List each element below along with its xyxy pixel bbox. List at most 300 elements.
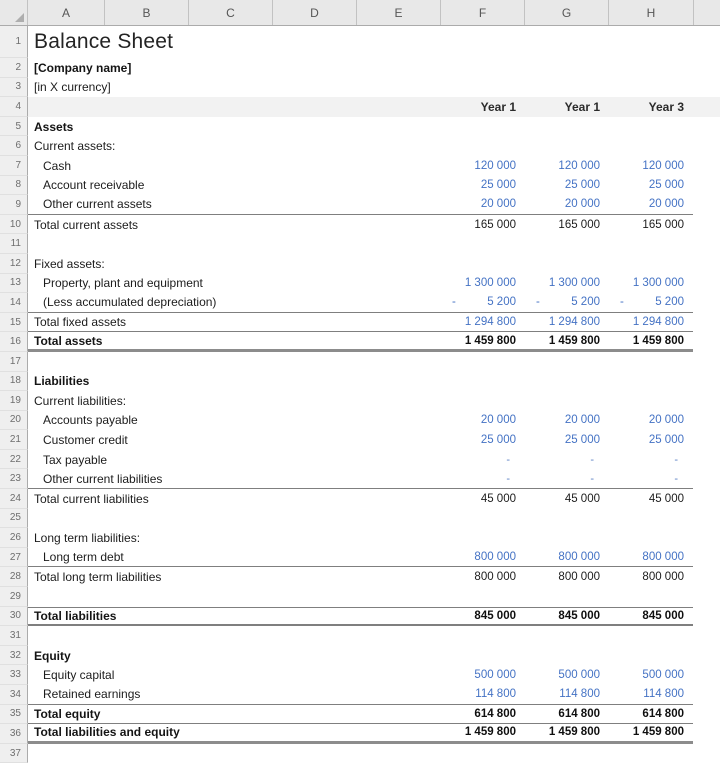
cell-label-A18[interactable]: Liabilities — [34, 374, 90, 389]
row-number-30[interactable]: 30 — [0, 607, 28, 627]
row-content — [28, 744, 693, 763]
sheet-row-24 — [0, 489, 720, 509]
sheet-row-6 — [0, 136, 720, 156]
cell-F4[interactable]: Year 1 — [480, 99, 516, 114]
cell-F8[interactable]: 25 000 — [480, 179, 516, 192]
sheet-row-34 — [0, 685, 720, 705]
cell-F12[interactable] — [441, 254, 525, 274]
cell-H23[interactable]: - — [674, 472, 678, 485]
row-number-9[interactable]: 9 — [0, 195, 28, 215]
cell-label-A4[interactable] — [28, 97, 441, 117]
cell-F16[interactable]: 1 459 800 — [464, 334, 516, 347]
cell-H37[interactable] — [609, 744, 693, 763]
row-filler — [693, 411, 720, 431]
cell-G20[interactable]: 20 000 — [564, 414, 600, 427]
row-filler — [693, 215, 720, 235]
sheet-row-33 — [0, 665, 720, 685]
row-content — [28, 97, 693, 117]
sheet-row-28 — [0, 567, 720, 587]
cell-F33[interactable]: 500 000 — [474, 669, 516, 682]
sheet-row-20 — [0, 411, 720, 431]
row-filler — [693, 665, 720, 685]
row-filler — [693, 352, 720, 372]
row-filler — [693, 548, 720, 568]
row-content — [28, 391, 693, 411]
sheet-row-14 — [0, 293, 720, 313]
cell-label-A27[interactable]: Long term debt — [43, 550, 124, 565]
sheet-row-36 — [0, 724, 720, 744]
row-number-20[interactable]: 20 — [0, 411, 28, 431]
cell-F9[interactable]: 20 000 — [480, 198, 516, 211]
column-header-D[interactable]: D — [273, 0, 357, 25]
cell-H36[interactable]: 1 459 800 — [632, 726, 684, 739]
cell-label-A22[interactable]: Tax payable — [43, 452, 108, 467]
cell-label-A31[interactable] — [28, 626, 441, 646]
cell-H30[interactable]: 845 000 — [642, 609, 684, 622]
row-filler — [693, 293, 720, 313]
row-number-36[interactable]: 36 — [0, 724, 28, 744]
cell-label-A35[interactable]: Total equity — [34, 706, 101, 721]
cell-label-A33[interactable]: Equity capital — [43, 668, 115, 683]
column-header-H[interactable]: H — [609, 0, 694, 25]
row-content — [28, 26, 693, 58]
row-filler — [693, 97, 720, 117]
cell-G27[interactable]: 800 000 — [558, 551, 600, 564]
row-content — [28, 509, 693, 529]
cell-H6[interactable] — [609, 136, 693, 156]
row-content — [28, 332, 693, 352]
cell-value: 5 200 — [487, 296, 516, 309]
cell-H33[interactable]: 500 000 — [642, 669, 684, 682]
cell-G30[interactable]: 845 000 — [558, 609, 600, 622]
row-content — [28, 352, 693, 372]
column-header-filler — [694, 0, 720, 25]
cell-F30[interactable]: 845 000 — [474, 609, 516, 622]
cell-label-A25[interactable] — [28, 509, 441, 529]
cell-G35[interactable]: 614 800 — [558, 707, 600, 720]
row-number-6[interactable]: 6 — [0, 136, 28, 156]
row-content — [28, 705, 693, 725]
row-content — [28, 136, 693, 156]
cell-F15[interactable]: 1 294 800 — [464, 316, 516, 329]
cell-label-A16[interactable]: Total assets — [34, 333, 103, 348]
cell-F37[interactable] — [441, 744, 525, 763]
cell-label-A8[interactable]: Account receivable — [43, 178, 145, 193]
row-number-7[interactable]: 7 — [0, 156, 28, 176]
row-content — [28, 548, 693, 568]
cell-H34[interactable]: 114 800 — [643, 688, 684, 701]
cell-H20[interactable]: 20 000 — [648, 414, 684, 427]
negative-sign: - — [620, 296, 624, 309]
cell-H3[interactable] — [609, 78, 693, 98]
cell-label-A2[interactable]: [Company name] — [34, 60, 132, 75]
row-content — [28, 274, 693, 294]
cell-label-A24[interactable]: Total current liabilities — [34, 491, 149, 506]
sheet-row-29 — [0, 587, 720, 607]
cell-H12[interactable] — [609, 254, 693, 274]
cell-label-A5[interactable]: Assets — [34, 119, 74, 134]
cell-label-A21[interactable]: Customer credit — [43, 433, 128, 448]
row-content — [28, 430, 693, 450]
row-number-31[interactable]: 31 — [0, 626, 28, 646]
row-filler — [693, 78, 720, 98]
cell-H21[interactable]: 25 000 — [648, 434, 684, 447]
row-content — [28, 215, 693, 235]
row-filler — [693, 587, 720, 607]
row-content — [28, 156, 693, 176]
column-header-B[interactable]: B — [105, 0, 189, 25]
row-number-27[interactable]: 27 — [0, 548, 28, 568]
negative-sign: - — [536, 296, 540, 309]
row-content — [28, 489, 693, 509]
cell-G7[interactable]: 120 000 — [558, 159, 600, 172]
row-filler — [693, 136, 720, 156]
cell-F19[interactable] — [441, 391, 525, 411]
cell-G28[interactable]: 800 000 — [558, 571, 600, 584]
sheet-row-10 — [0, 215, 720, 235]
row-number-19[interactable]: 19 — [0, 391, 28, 411]
cell-H13[interactable]: 1 300 000 — [632, 277, 684, 290]
cell-F28[interactable]: 800 000 — [474, 571, 516, 584]
row-filler — [693, 724, 720, 744]
cell-label-A1[interactable]: Balance Sheet — [34, 30, 174, 53]
cell-label-A30[interactable]: Total liabilities — [34, 608, 117, 623]
cell-value: 5 200 — [655, 296, 684, 309]
row-number-10[interactable]: 10 — [0, 215, 28, 235]
row-content — [28, 724, 693, 744]
column-header-G[interactable]: G — [525, 0, 609, 25]
row-number-15[interactable]: 15 — [0, 313, 28, 333]
row-filler — [693, 117, 720, 137]
cell-value: 5 200 — [571, 296, 600, 309]
cell-label-A11[interactable] — [28, 234, 441, 254]
cell-G36[interactable]: 1 459 800 — [548, 726, 600, 739]
sheet-row-27 — [0, 548, 720, 568]
cell-H7[interactable]: 120 000 — [642, 159, 684, 172]
cell-F31[interactable] — [441, 626, 525, 646]
row-content — [28, 567, 693, 587]
row-content — [28, 372, 693, 392]
row-number-16[interactable]: 16 — [0, 332, 28, 352]
row-filler — [693, 450, 720, 470]
cell-F5[interactable] — [441, 117, 525, 137]
row-content — [28, 176, 693, 196]
row-content — [28, 646, 693, 666]
cell-G1[interactable] — [525, 26, 609, 58]
sheet-row-13 — [0, 274, 720, 294]
row-number-28[interactable]: 28 — [0, 567, 28, 587]
row-filler — [693, 646, 720, 666]
cell-label-A3[interactable]: [in X currency] — [34, 80, 111, 95]
cell-G16[interactable]: 1 459 800 — [548, 334, 600, 347]
cell-F3[interactable] — [441, 78, 525, 98]
cell-G31[interactable] — [525, 626, 609, 646]
cell-G25[interactable] — [525, 509, 609, 529]
row-number-24[interactable]: 24 — [0, 489, 28, 509]
row-content — [28, 234, 693, 254]
row-content — [28, 528, 693, 548]
cell-H10[interactable]: 165 000 — [642, 218, 684, 231]
sheet-row-2 — [0, 58, 720, 78]
cell-H2[interactable] — [609, 58, 693, 78]
cell-F6[interactable] — [441, 136, 525, 156]
row-content — [28, 469, 693, 489]
cell-H5[interactable] — [609, 117, 693, 137]
row-filler — [693, 332, 720, 352]
cell-label-A15[interactable]: Total fixed assets — [34, 315, 127, 330]
row-number-11[interactable]: 11 — [0, 234, 28, 254]
row-content — [28, 607, 693, 627]
sheet-row-11 — [0, 234, 720, 254]
column-header-F[interactable]: F — [441, 0, 525, 25]
row-number-17[interactable]: 17 — [0, 352, 28, 372]
cell-label-A12[interactable]: Fixed assets: — [34, 256, 105, 271]
cell-label-A26[interactable]: Long term liabilities: — [34, 531, 141, 546]
cell-label-A6[interactable]: Current assets: — [34, 139, 116, 154]
cell-label-A14[interactable]: (Less accumulated depreciation) — [43, 295, 217, 310]
cell-G18[interactable] — [525, 372, 609, 392]
row-content — [28, 78, 693, 98]
row-number-29[interactable]: 29 — [0, 587, 28, 607]
cell-G14[interactable] — [525, 293, 609, 312]
row-content — [28, 117, 693, 137]
cell-H18[interactable] — [609, 372, 693, 392]
row-filler — [693, 26, 720, 58]
row-number-33[interactable]: 33 — [0, 665, 28, 685]
cell-label-A17[interactable] — [28, 352, 441, 372]
cell-F20[interactable]: 20 000 — [480, 414, 516, 427]
row-filler — [693, 528, 720, 548]
row-number-14[interactable]: 14 — [0, 293, 28, 313]
cell-F27[interactable]: 800 000 — [474, 551, 516, 564]
sheet-row-4 — [0, 97, 720, 117]
row-filler — [693, 509, 720, 529]
cell-F7[interactable]: 120 000 — [474, 159, 516, 172]
row-number-1[interactable]: 1 — [0, 26, 28, 58]
sheet-row-30 — [0, 607, 720, 627]
cell-H31[interactable] — [609, 626, 693, 646]
cell-G13[interactable]: 1 300 000 — [548, 277, 600, 290]
cell-label-A20[interactable]: Accounts payable — [43, 413, 138, 428]
cell-F26[interactable] — [441, 528, 525, 548]
cell-H24[interactable]: 45 000 — [648, 492, 684, 505]
cell-label-A23[interactable]: Other current liabilities — [43, 471, 163, 486]
row-filler — [693, 391, 720, 411]
cell-H32[interactable] — [609, 646, 693, 666]
cell-G8[interactable]: 25 000 — [564, 179, 600, 192]
cell-F22[interactable]: - — [506, 453, 510, 466]
cell-H9[interactable]: 20 000 — [648, 198, 684, 211]
select-all-icon — [15, 13, 24, 22]
cell-label-A10[interactable]: Total current assets — [34, 217, 139, 232]
cell-F24[interactable]: 45 000 — [480, 492, 516, 505]
row-number-37[interactable]: 37 — [0, 744, 28, 763]
cell-G5[interactable] — [525, 117, 609, 137]
cell-F2[interactable] — [441, 58, 525, 78]
sheet-row-19 — [0, 391, 720, 411]
cell-G21[interactable]: 25 000 — [564, 434, 600, 447]
cell-F17[interactable] — [441, 352, 525, 372]
row-number-18[interactable]: 18 — [0, 372, 28, 392]
cell-G10[interactable]: 165 000 — [558, 218, 600, 231]
row-number-22[interactable]: 22 — [0, 450, 28, 470]
cell-label-A36[interactable]: Total liabilities and equity — [34, 725, 180, 740]
row-number-8[interactable]: 8 — [0, 176, 28, 196]
row-number-32[interactable]: 32 — [0, 646, 28, 666]
sheet-row-22 — [0, 450, 720, 470]
row-number-2[interactable]: 2 — [0, 58, 28, 78]
row-filler — [693, 567, 720, 587]
row-content — [28, 254, 693, 274]
sheet-row-31 — [0, 626, 720, 646]
cell-F32[interactable] — [441, 646, 525, 666]
sheet-row-17 — [0, 352, 720, 372]
select-all-corner[interactable] — [0, 0, 28, 25]
cell-H1[interactable] — [609, 26, 693, 58]
cell-H4[interactable]: Year 3 — [648, 99, 684, 114]
row-content — [28, 685, 693, 705]
sheet-row-15 — [0, 313, 720, 333]
cell-H26[interactable] — [609, 528, 693, 548]
row-content — [28, 58, 693, 78]
sheet-row-7 — [0, 156, 720, 176]
cell-G37[interactable] — [525, 744, 609, 763]
sheet-row-23 — [0, 469, 720, 489]
cell-G22[interactable]: - — [590, 453, 594, 466]
row-content — [28, 450, 693, 470]
cell-G34[interactable]: 114 800 — [559, 688, 600, 701]
cell-H14[interactable] — [609, 293, 693, 312]
row-number-3[interactable]: 3 — [0, 78, 28, 98]
row-number-23[interactable]: 23 — [0, 469, 28, 489]
cell-G32[interactable] — [525, 646, 609, 666]
row-filler — [693, 744, 720, 763]
cell-G6[interactable] — [525, 136, 609, 156]
cell-G24[interactable]: 45 000 — [564, 492, 600, 505]
cell-F36[interactable]: 1 459 800 — [464, 726, 516, 739]
cell-F11[interactable] — [441, 234, 525, 254]
row-filler — [693, 274, 720, 294]
row-filler — [693, 313, 720, 333]
cell-H27[interactable]: 800 000 — [642, 551, 684, 564]
cell-label-A29[interactable] — [28, 587, 441, 607]
cell-G33[interactable]: 500 000 — [558, 669, 600, 682]
negative-sign: - — [452, 296, 456, 309]
cell-F18[interactable] — [441, 372, 525, 392]
cell-G26[interactable] — [525, 528, 609, 548]
sheet-row-3 — [0, 78, 720, 98]
sheet-row-26 — [0, 528, 720, 548]
cell-F23[interactable]: - — [506, 472, 510, 485]
column-header-C[interactable]: C — [189, 0, 273, 25]
cell-H19[interactable] — [609, 391, 693, 411]
cell-H15[interactable]: 1 294 800 — [632, 316, 684, 329]
sheet-row-1 — [0, 26, 720, 58]
cell-F35[interactable]: 614 800 — [474, 707, 516, 720]
cell-label-A19[interactable]: Current liabilities: — [34, 393, 127, 408]
row-filler — [693, 469, 720, 489]
cell-F25[interactable] — [441, 509, 525, 529]
cell-G12[interactable] — [525, 254, 609, 274]
row-number-34[interactable]: 34 — [0, 685, 28, 705]
cell-label-A32[interactable]: Equity — [34, 648, 71, 663]
cell-G9[interactable]: 20 000 — [564, 198, 600, 211]
row-number-12[interactable]: 12 — [0, 254, 28, 274]
sheet-row-18 — [0, 372, 720, 392]
cell-G2[interactable] — [525, 58, 609, 78]
cell-H29[interactable] — [609, 587, 693, 607]
column-header-E[interactable]: E — [357, 0, 441, 25]
sheet-row-9 — [0, 195, 720, 215]
row-filler — [693, 372, 720, 392]
cell-F14[interactable] — [441, 293, 525, 312]
cell-label-A28[interactable]: Total long term liabilities — [34, 570, 162, 585]
row-number-13[interactable]: 13 — [0, 274, 28, 294]
cell-label-A7[interactable]: Cash — [43, 158, 72, 173]
cell-H25[interactable] — [609, 509, 693, 529]
cell-G11[interactable] — [525, 234, 609, 254]
cell-F34[interactable]: 114 800 — [475, 688, 516, 701]
cell-G23[interactable]: - — [590, 472, 594, 485]
cell-H28[interactable]: 800 000 — [642, 571, 684, 584]
cell-H17[interactable] — [609, 352, 693, 372]
cell-G17[interactable] — [525, 352, 609, 372]
cell-G3[interactable] — [525, 78, 609, 98]
row-number-35[interactable]: 35 — [0, 705, 28, 725]
cell-label-A34[interactable]: Retained earnings — [43, 687, 141, 702]
cell-F13[interactable]: 1 300 000 — [464, 277, 516, 290]
cell-F10[interactable]: 165 000 — [474, 218, 516, 231]
cell-H22[interactable]: - — [674, 453, 678, 466]
sheet-row-21 — [0, 430, 720, 450]
sheet-body — [0, 26, 720, 763]
cell-G4[interactable]: Year 1 — [564, 99, 600, 114]
cell-H11[interactable] — [609, 234, 693, 254]
row-number-5[interactable]: 5 — [0, 117, 28, 137]
row-filler — [693, 626, 720, 646]
row-number-26[interactable]: 26 — [0, 528, 28, 548]
row-filler — [693, 176, 720, 196]
row-number-21[interactable]: 21 — [0, 430, 28, 450]
column-header-A[interactable]: A — [28, 0, 105, 25]
cell-G19[interactable] — [525, 391, 609, 411]
cell-label-A37[interactable] — [28, 744, 441, 763]
sheet-row-37 — [0, 744, 720, 763]
sheet-row-12 — [0, 254, 720, 274]
cell-G29[interactable] — [525, 587, 609, 607]
row-number-4[interactable]: 4 — [0, 97, 28, 117]
row-filler — [693, 58, 720, 78]
row-number-25[interactable]: 25 — [0, 509, 28, 529]
row-filler — [693, 156, 720, 176]
cell-H8[interactable]: 25 000 — [648, 179, 684, 192]
cell-H35[interactable]: 614 800 — [642, 707, 684, 720]
cell-label-A9[interactable]: Other current assets — [43, 197, 152, 212]
row-content — [28, 313, 693, 333]
row-filler — [693, 607, 720, 627]
cell-F21[interactable]: 25 000 — [480, 434, 516, 447]
sheet-row-5 — [0, 117, 720, 137]
row-content — [28, 195, 693, 215]
cell-F29[interactable] — [441, 587, 525, 607]
cell-H16[interactable]: 1 459 800 — [632, 334, 684, 347]
cell-F1[interactable] — [441, 26, 525, 58]
row-filler — [693, 685, 720, 705]
cell-G15[interactable]: 1 294 800 — [548, 316, 600, 329]
cell-label-A13[interactable]: Property, plant and equipment — [43, 276, 203, 291]
row-filler — [693, 254, 720, 274]
row-filler — [693, 705, 720, 725]
